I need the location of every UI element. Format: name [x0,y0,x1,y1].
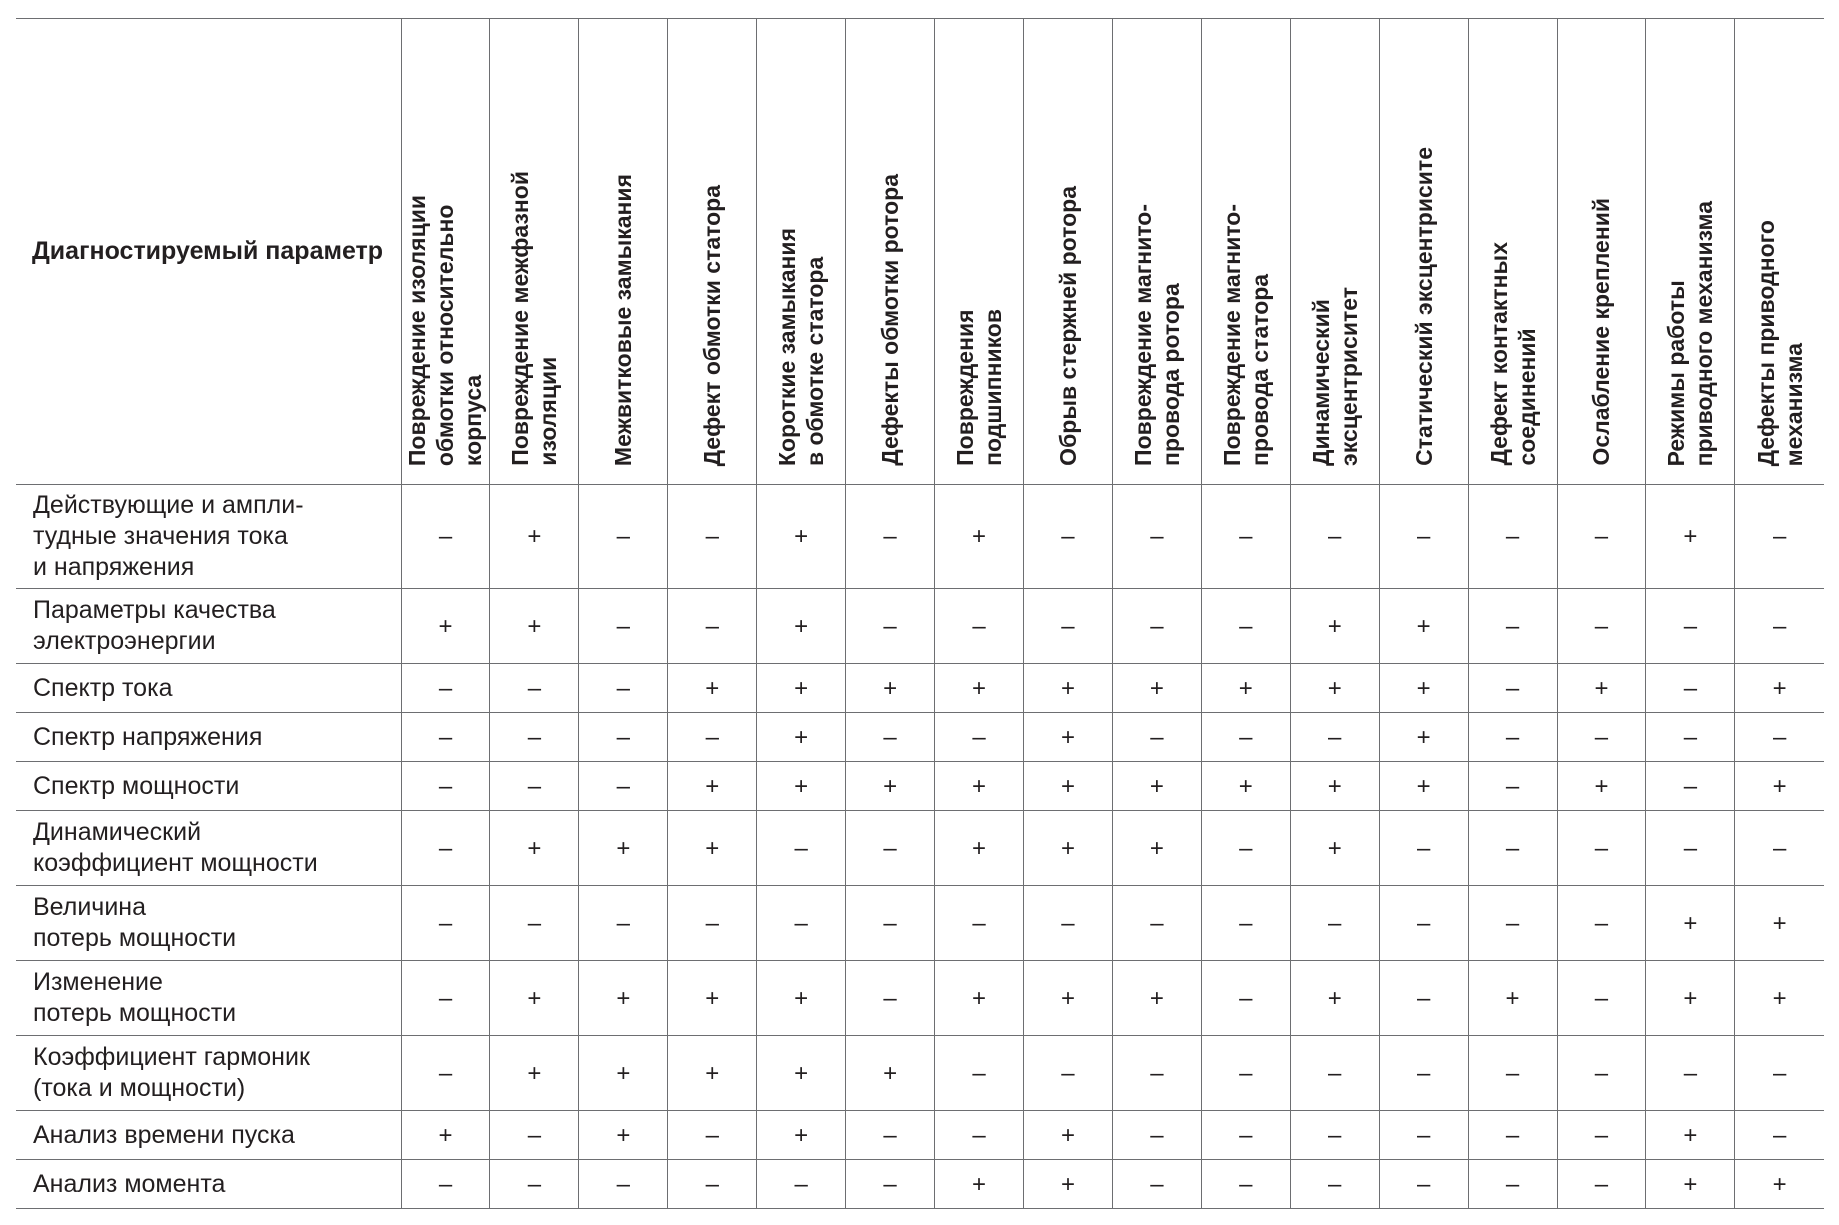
mark-cell: + [1735,664,1824,713]
mark-cell: – [1112,1160,1201,1209]
table-row [16,961,1824,1036]
mark-cell: + [757,961,846,1036]
mark-cell: – [846,1160,935,1209]
mark-cell: – [1468,1111,1557,1160]
mark-cell: – [1379,1036,1468,1111]
mark-cell: + [935,961,1024,1036]
mark-cell: – [846,713,935,762]
mark-cell: – [401,811,490,886]
mark-cell: + [490,961,579,1036]
fault-column-label: Дефект обмотки статора [699,184,726,466]
fault-column-label: Повреждение магнито- провода статора [1218,204,1273,466]
mark-cell: – [1646,762,1735,811]
mark-cell: + [1112,811,1201,886]
table-row [16,762,1824,811]
mark-cell: + [668,811,757,886]
mark-cell: + [579,811,668,886]
mark-cell: – [490,886,579,961]
table-row [16,811,1824,886]
fault-column-header [1112,19,1201,485]
fault-column-header [668,19,757,485]
mark-cell: – [846,1111,935,1160]
mark-cell: + [1646,485,1735,589]
mark-cell: – [579,589,668,664]
mark-cell: – [1201,1111,1290,1160]
param-cell: Анализ момента [16,1160,401,1209]
fault-column-label: Статический эксцентрисите [1410,147,1437,466]
fault-column-label: Повреждения подшипников [952,309,1007,466]
mark-cell: + [490,1036,579,1111]
mark-cell: – [1557,1111,1646,1160]
fault-column-header [757,19,846,485]
mark-cell: + [1735,762,1824,811]
mark-cell: + [490,811,579,886]
mark-cell: – [1023,1036,1112,1111]
table-row [16,589,1824,664]
mark-cell: + [401,1111,490,1160]
mark-cell: + [935,664,1024,713]
mark-cell: – [668,1160,757,1209]
mark-cell: – [401,664,490,713]
mark-cell: + [1735,961,1824,1036]
mark-cell: – [401,713,490,762]
mark-cell: – [490,664,579,713]
mark-cell: – [757,811,846,886]
mark-cell: + [1557,664,1646,713]
diagnostics-table-container [16,18,1824,1209]
fault-column-label: Повреждение межфазной изоляции [507,171,562,466]
mark-cell: + [846,664,935,713]
mark-cell: – [1290,1111,1379,1160]
mark-cell: – [935,589,1024,664]
mark-cell: + [1735,886,1824,961]
mark-cell: + [1023,713,1112,762]
mark-cell: + [757,1111,846,1160]
mark-cell: + [579,961,668,1036]
mark-cell: – [579,664,668,713]
fault-column-header [1468,19,1557,485]
mark-cell: – [1290,713,1379,762]
mark-cell: – [1468,886,1557,961]
mark-cell: + [935,485,1024,589]
mark-cell: + [401,589,490,664]
mark-cell: + [490,589,579,664]
mark-cell: + [1557,762,1646,811]
mark-cell: + [1112,664,1201,713]
mark-cell: + [757,485,846,589]
fault-column-header [490,19,579,485]
mark-cell: – [935,886,1024,961]
mark-cell: + [579,1111,668,1160]
mark-cell: – [1290,485,1379,589]
mark-cell: – [668,713,757,762]
fault-column-header [1646,19,1735,485]
param-cell: Спектр напряжения [16,713,401,762]
mark-cell: – [1735,1111,1824,1160]
mark-cell: – [490,713,579,762]
mark-cell: – [1468,1160,1557,1209]
mark-cell: – [1201,589,1290,664]
fault-column-header [1735,19,1824,485]
param-cell: Спектр мощности [16,762,401,811]
mark-cell: – [1379,886,1468,961]
mark-cell: – [1557,1160,1646,1209]
mark-cell: – [1112,485,1201,589]
header-row [16,19,1824,485]
mark-cell: – [1201,713,1290,762]
mark-cell: – [1379,485,1468,589]
mark-cell: – [1646,811,1735,886]
fault-column-header [1379,19,1468,485]
fault-column-label: Дефекты приводного механизма [1752,219,1807,466]
mark-cell: + [757,664,846,713]
table-row [16,713,1824,762]
mark-cell: – [579,485,668,589]
mark-cell: – [1646,664,1735,713]
mark-cell: – [1112,1111,1201,1160]
mark-cell: – [1379,1160,1468,1209]
mark-cell: – [1557,886,1646,961]
mark-cell: + [1379,762,1468,811]
mark-cell: – [1023,886,1112,961]
mark-cell: + [1468,961,1557,1036]
mark-cell: – [1290,1036,1379,1111]
fault-column-label: Режимы работы приводного механизма [1663,200,1718,466]
mark-cell: – [1646,589,1735,664]
mark-cell: – [1557,485,1646,589]
mark-cell: – [579,1160,668,1209]
mark-cell: – [1379,811,1468,886]
mark-cell: – [579,713,668,762]
mark-cell: + [1735,1160,1824,1209]
mark-cell: + [757,713,846,762]
mark-cell: – [1557,1036,1646,1111]
param-cell: Величина потерь мощности [16,886,401,961]
mark-cell: – [1557,811,1646,886]
fault-column-label: Динамический эксцентриситет [1307,287,1362,466]
mark-cell: + [935,1160,1024,1209]
mark-cell: – [1646,1036,1735,1111]
mark-cell: + [1646,886,1735,961]
fault-column-header [1290,19,1379,485]
param-cell: Анализ времени пуска [16,1111,401,1160]
mark-cell: + [1201,664,1290,713]
mark-cell: – [1557,961,1646,1036]
mark-cell: – [1201,485,1290,589]
mark-cell: – [846,811,935,886]
mark-cell: + [1023,664,1112,713]
mark-cell: – [846,886,935,961]
param-cell: Изменение потерь мощности [16,961,401,1036]
mark-cell: – [846,589,935,664]
fault-column-header [1201,19,1290,485]
mark-cell: – [490,1160,579,1209]
mark-cell: + [1290,961,1379,1036]
mark-cell: – [1023,589,1112,664]
mark-cell: + [1379,664,1468,713]
mark-cell: – [1468,485,1557,589]
mark-cell: + [579,1036,668,1111]
mark-cell: – [579,762,668,811]
mark-cell: + [1201,762,1290,811]
mark-cell: + [1023,811,1112,886]
mark-cell: – [579,886,668,961]
mark-cell: – [846,961,935,1036]
mark-cell: – [846,485,935,589]
fault-column-label: Дефекты обмотки ротора [877,174,904,466]
mark-cell: – [490,762,579,811]
table-row [16,1036,1824,1111]
mark-cell: – [935,1036,1024,1111]
param-column-header: Диагностируемый параметр [16,19,401,485]
mark-cell: + [668,664,757,713]
mark-cell: – [1468,713,1557,762]
mark-cell: – [401,762,490,811]
mark-cell: + [1379,589,1468,664]
mark-cell: – [1379,1111,1468,1160]
param-cell: Коэффициент гармоник (тока и мощности) [16,1036,401,1111]
fault-column-label: Обрыв стержней ротора [1054,186,1081,466]
mark-cell: – [668,485,757,589]
mark-cell: – [1112,589,1201,664]
table-header [16,19,1824,485]
mark-cell: – [1201,1160,1290,1209]
mark-cell: – [668,886,757,961]
mark-cell: + [1023,762,1112,811]
mark-cell: + [1023,1160,1112,1209]
mark-cell: – [1735,485,1824,589]
mark-cell: + [935,811,1024,886]
mark-cell: + [1646,961,1735,1036]
mark-cell: + [1112,961,1201,1036]
mark-cell: + [1290,589,1379,664]
fault-column-header [846,19,935,485]
mark-cell: + [1023,1111,1112,1160]
mark-cell: – [1468,811,1557,886]
mark-cell: + [846,1036,935,1111]
mark-cell: + [1290,664,1379,713]
mark-cell: – [1112,713,1201,762]
mark-cell: + [1379,713,1468,762]
mark-cell: + [1290,762,1379,811]
mark-cell: – [935,713,1024,762]
param-cell: Параметры качества электроэнергии [16,589,401,664]
mark-cell: + [1023,961,1112,1036]
mark-cell: – [401,485,490,589]
mark-cell: + [935,762,1024,811]
table-row [16,664,1824,713]
fault-column-label: Повреждение магнито- провода ротора [1129,204,1184,466]
param-cell: Спектр тока [16,664,401,713]
mark-cell: + [1646,1111,1735,1160]
fault-column-label: Межвитковые замыкания [610,173,637,466]
mark-cell: – [1468,762,1557,811]
param-cell: Динамический коэффициент мощности [16,811,401,886]
mark-cell: – [1112,886,1201,961]
mark-cell: – [401,886,490,961]
mark-cell: – [1201,1036,1290,1111]
mark-cell: – [1735,589,1824,664]
mark-cell: + [1112,762,1201,811]
mark-cell: – [401,961,490,1036]
table-row [16,1160,1824,1209]
table-row [16,485,1824,589]
mark-cell: + [1290,811,1379,886]
mark-cell: + [846,762,935,811]
fault-column-header [935,19,1024,485]
fault-column-label: Короткие замыкания в обмотке статора [774,227,829,466]
mark-cell: – [1468,589,1557,664]
mark-cell: – [1201,811,1290,886]
mark-cell: + [668,762,757,811]
mark-cell: + [668,1036,757,1111]
mark-cell: – [1735,1036,1824,1111]
mark-cell: – [757,1160,846,1209]
fault-column-label: Ослабление креплений [1588,198,1615,466]
mark-cell: – [1290,1160,1379,1209]
mark-cell: – [1201,886,1290,961]
mark-cell: – [1646,713,1735,762]
mark-cell: + [757,589,846,664]
mark-cell: – [490,1111,579,1160]
mark-cell: – [1468,1036,1557,1111]
mark-cell: – [1023,485,1112,589]
table-row [16,1111,1824,1160]
mark-cell: – [1379,961,1468,1036]
fault-column-label: Дефект контактных соединений [1485,242,1540,466]
fault-column-header [401,19,490,485]
mark-cell: – [401,1036,490,1111]
mark-cell: – [757,886,846,961]
mark-cell: – [401,1160,490,1209]
fault-column-header [579,19,668,485]
diagnostics-table [16,18,1824,1209]
mark-cell: – [1735,713,1824,762]
mark-cell: – [668,1111,757,1160]
mark-cell: + [757,1036,846,1111]
mark-cell: – [1468,664,1557,713]
mark-cell: – [1735,811,1824,886]
mark-cell: + [757,762,846,811]
fault-column-header [1557,19,1646,485]
mark-cell: – [935,1111,1024,1160]
fault-column-header [1023,19,1112,485]
fault-column-label: Повреждение изоляции обмотки относительно корпуса [404,194,487,466]
mark-cell: – [1290,886,1379,961]
mark-cell: + [490,485,579,589]
param-cell: Действующие и ампли- тудные значения тока и напряжения [16,485,401,589]
table-row [16,886,1824,961]
mark-cell: – [1557,713,1646,762]
mark-cell: + [1646,1160,1735,1209]
mark-cell: + [668,961,757,1036]
mark-cell: – [1112,1036,1201,1111]
mark-cell: – [668,589,757,664]
table-body [16,485,1824,1209]
mark-cell: – [1201,961,1290,1036]
mark-cell: – [1557,589,1646,664]
